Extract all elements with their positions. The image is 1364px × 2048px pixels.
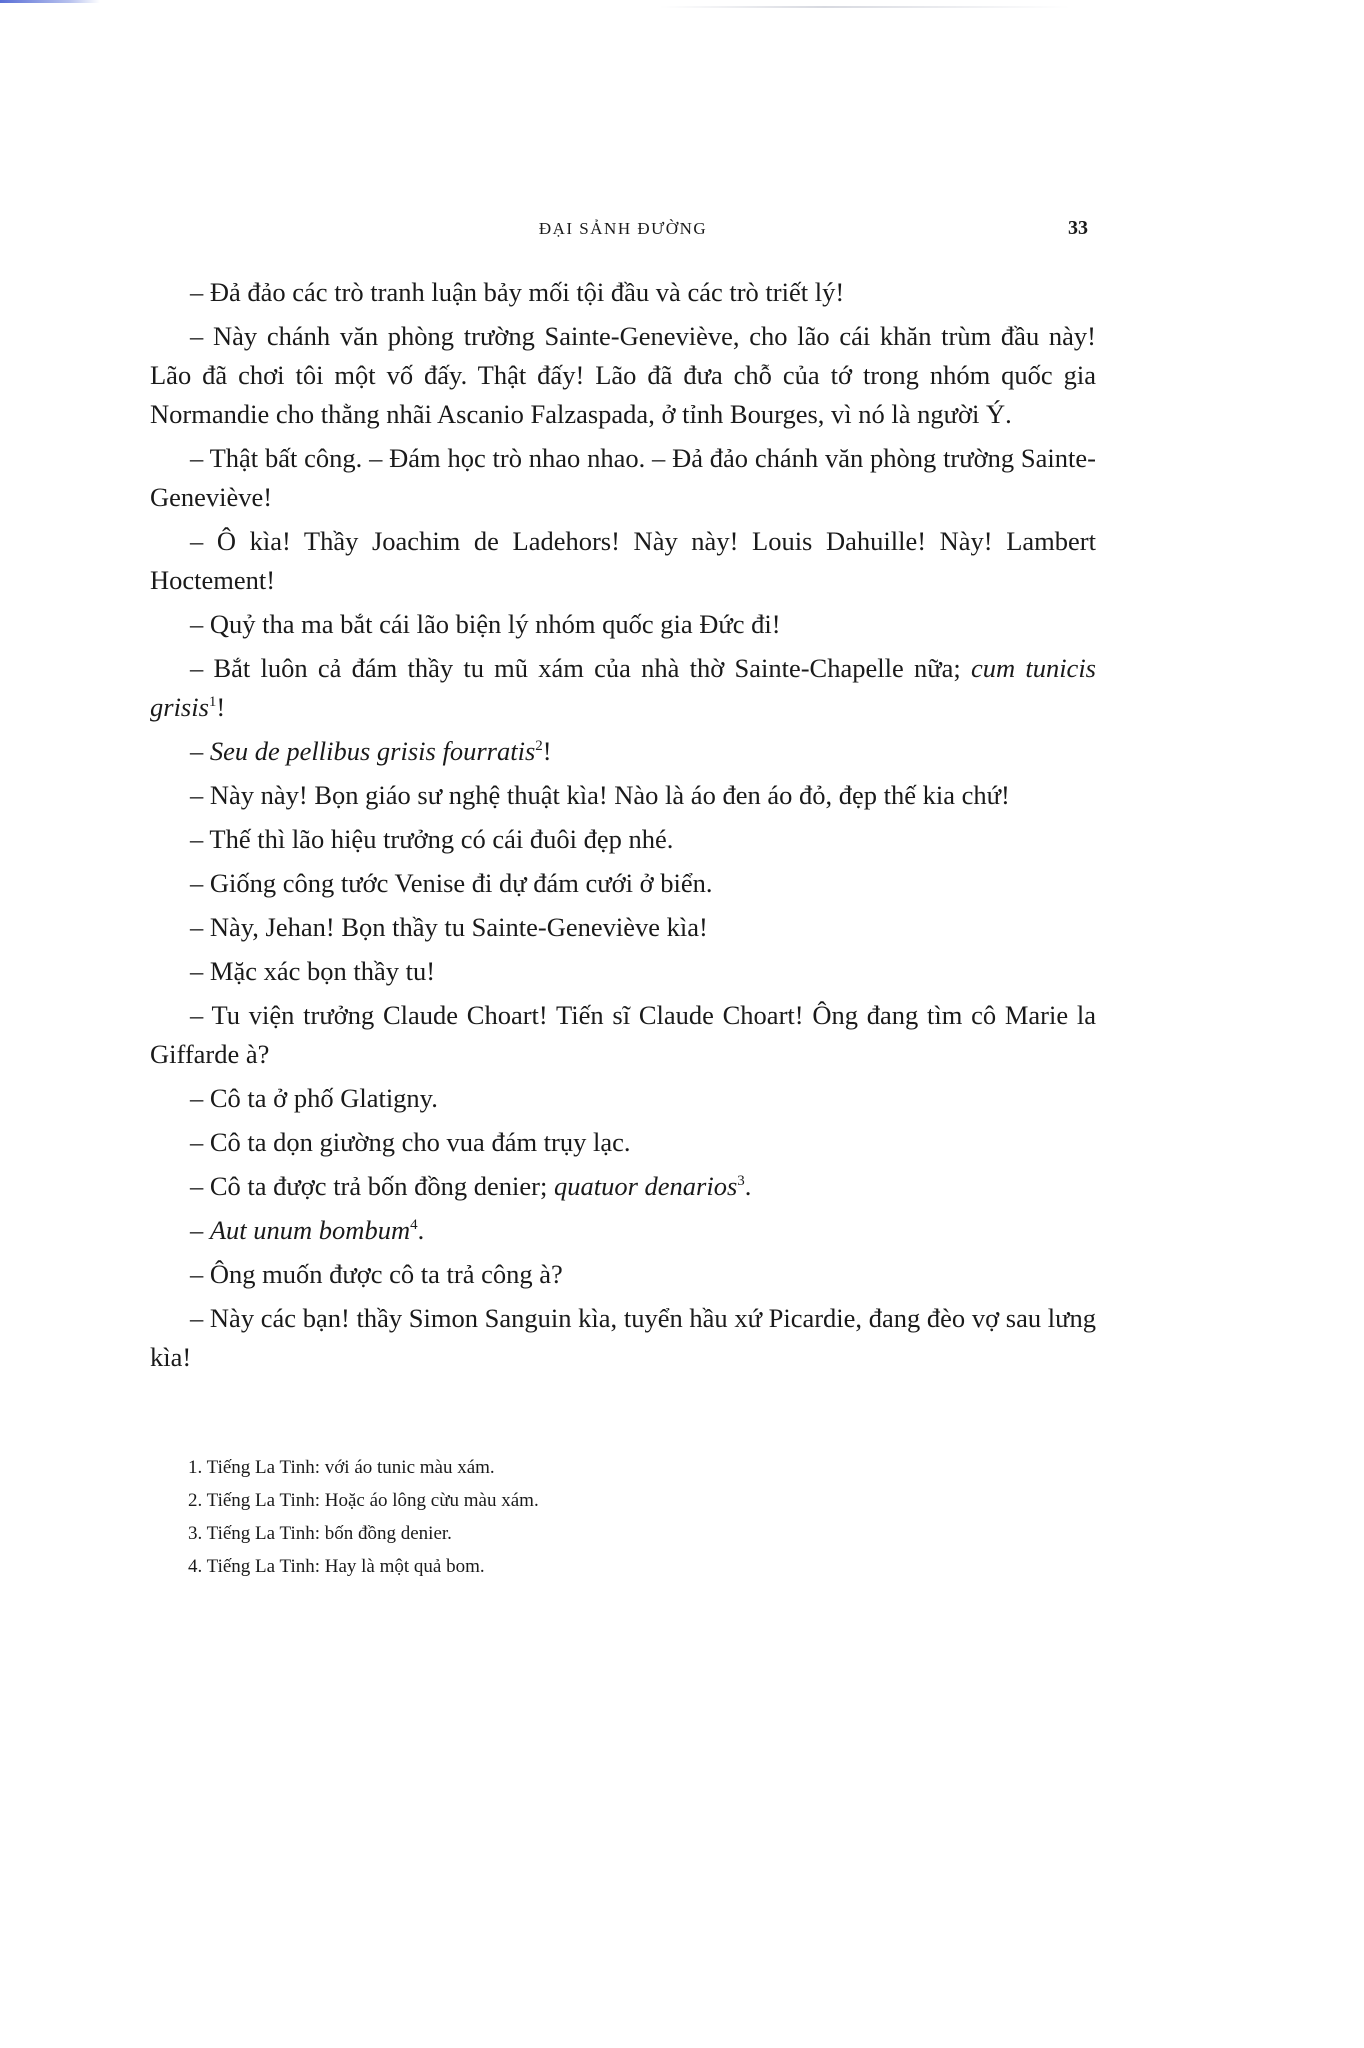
dialogue-line: [150, 649, 1096, 727]
footnote: 2. Tiếng La Tinh: Hoặc áo lông cừu màu xám.: [188, 1490, 539, 1511]
latin-phrase: quatuor denarios: [553, 1171, 738, 1201]
footnotes: [150, 1451, 1096, 1583]
text-run: – Mặc xác bọn thầy tu!: [190, 956, 436, 986]
footnote-marker: 1: [208, 694, 217, 711]
text-run: – Này, Jehan! Bọn thầy tu Sainte-Geneviève kìa!: [190, 912, 708, 942]
text-run: –: [190, 1215, 210, 1245]
footnote-marker: 3: [737, 1173, 745, 1190]
text-run: – Quỷ tha ma bắt cái lão biện lý nhóm quốc gia Đức đi!: [190, 609, 781, 639]
running-head: [150, 215, 1096, 245]
dialogue-line: [150, 732, 1096, 771]
text-run: – Cô ta được trả bốn đồng denier;: [190, 1171, 554, 1201]
dialogue-line: [150, 605, 1096, 644]
scan-edge-mark: [0, 0, 100, 3]
text-run: .: [417, 1215, 425, 1245]
text-run: – Tu viện trưởng Claude Choart! Tiến sĩ Claude Choart! Ông đang tìm cô Marie la Giffarde à?: [150, 1000, 1096, 1069]
text-run: – Này các bạn! thầy Simon Sanguin kìa, tuyển hầu xứ Picardie, đang đèo vợ sau lưng kìa!: [150, 1303, 1096, 1372]
scan-edge-mark-2: [660, 6, 1070, 8]
running-title: ĐẠI SẢNH ĐƯỜNG: [538, 219, 708, 238]
dialogue-line: [150, 317, 1096, 434]
text-run: – Đả đảo các trò tranh luận bảy mối tội đầu và các trò triết lý!: [190, 277, 845, 307]
dialogue-line: [150, 1299, 1096, 1377]
latin-phrase: cum tunicis grisis: [150, 653, 1096, 722]
text-run: – Bắt luôn cả đám thầy tu mũ xám của nhà thờ Sainte-Chapelle nữa;: [190, 653, 971, 683]
dialogue-line: [150, 908, 1096, 947]
dialogue-line: [150, 273, 1096, 312]
text-run: .: [744, 1171, 752, 1201]
footnote-marker: 2: [535, 738, 543, 755]
dialogue-line: [150, 996, 1096, 1074]
dialogue-line: [150, 1255, 1096, 1294]
dialogue-line: [150, 864, 1096, 903]
body-text: [150, 273, 1096, 1377]
dialogue-line: [150, 776, 1096, 815]
footnote: 4. Tiếng La Tinh: Hay là một quả bom.: [188, 1556, 485, 1577]
latin-phrase: Seu de pellibus grisis fourratis: [209, 736, 536, 766]
dialogue-line: [150, 522, 1096, 600]
text-run: – Giống công tước Venise đi dự đám cưới ở biển.: [190, 868, 713, 898]
text-run: – Này này! Bọn giáo sư nghệ thuật kìa! Nào là áo đen áo đỏ, đẹp thế kia chứ!: [190, 780, 1010, 810]
dialogue-line: [150, 1167, 1096, 1206]
text-run: – Cô ta dọn giường cho vua đám trụy lạc.: [190, 1127, 631, 1157]
text-run: !: [216, 692, 226, 722]
text-run: – Này chánh văn phòng trường Sainte-Geneviève, cho lão cái khăn trùm đầu này! Lão đã chơi tôi một vố đấy. Thật đấy! Lão đã đưa chỗ của tớ trong nhóm quốc gia Normandie cho thằng nhãi Ascanio Falzaspada, ở tỉnh Bourges, vì nó là người Ý.: [150, 321, 1096, 429]
footnote: 1. Tiếng La Tinh: với áo tunic màu xám.: [188, 1457, 495, 1478]
dialogue-line: [150, 439, 1096, 517]
page-number: 33: [1068, 217, 1088, 239]
text-run: – Ô kìa! Thầy Joachim de Ladehors! Này này! Louis Dahuille! Này! Lambert Hoctement!: [150, 526, 1096, 595]
text-run: !: [542, 736, 552, 766]
dialogue-line: [150, 952, 1096, 991]
dialogue-line: [150, 1079, 1096, 1118]
latin-phrase: Aut unum bombum: [209, 1215, 411, 1245]
text-run: – Cô ta ở phố Glatigny.: [190, 1083, 438, 1113]
text-run: –: [190, 736, 210, 766]
book-page: [150, 215, 1096, 1583]
text-run: – Thật bất công. – Đám học trò nhao nhao. – Đả đảo chánh văn phòng trường Sainte-Geneviève!: [150, 443, 1096, 512]
text-run: – Thế thì lão hiệu trưởng có cái đuôi đẹp nhé.: [190, 824, 674, 854]
text-run: – Ông muốn được cô ta trả công à?: [190, 1259, 563, 1289]
footnote-marker: 4: [410, 1217, 418, 1234]
dialogue-line: [150, 1211, 1096, 1250]
dialogue-line: [150, 820, 1096, 859]
footnote: 3. Tiếng La Tinh: bốn đồng denier.: [188, 1523, 452, 1544]
dialogue-line: [150, 1123, 1096, 1162]
